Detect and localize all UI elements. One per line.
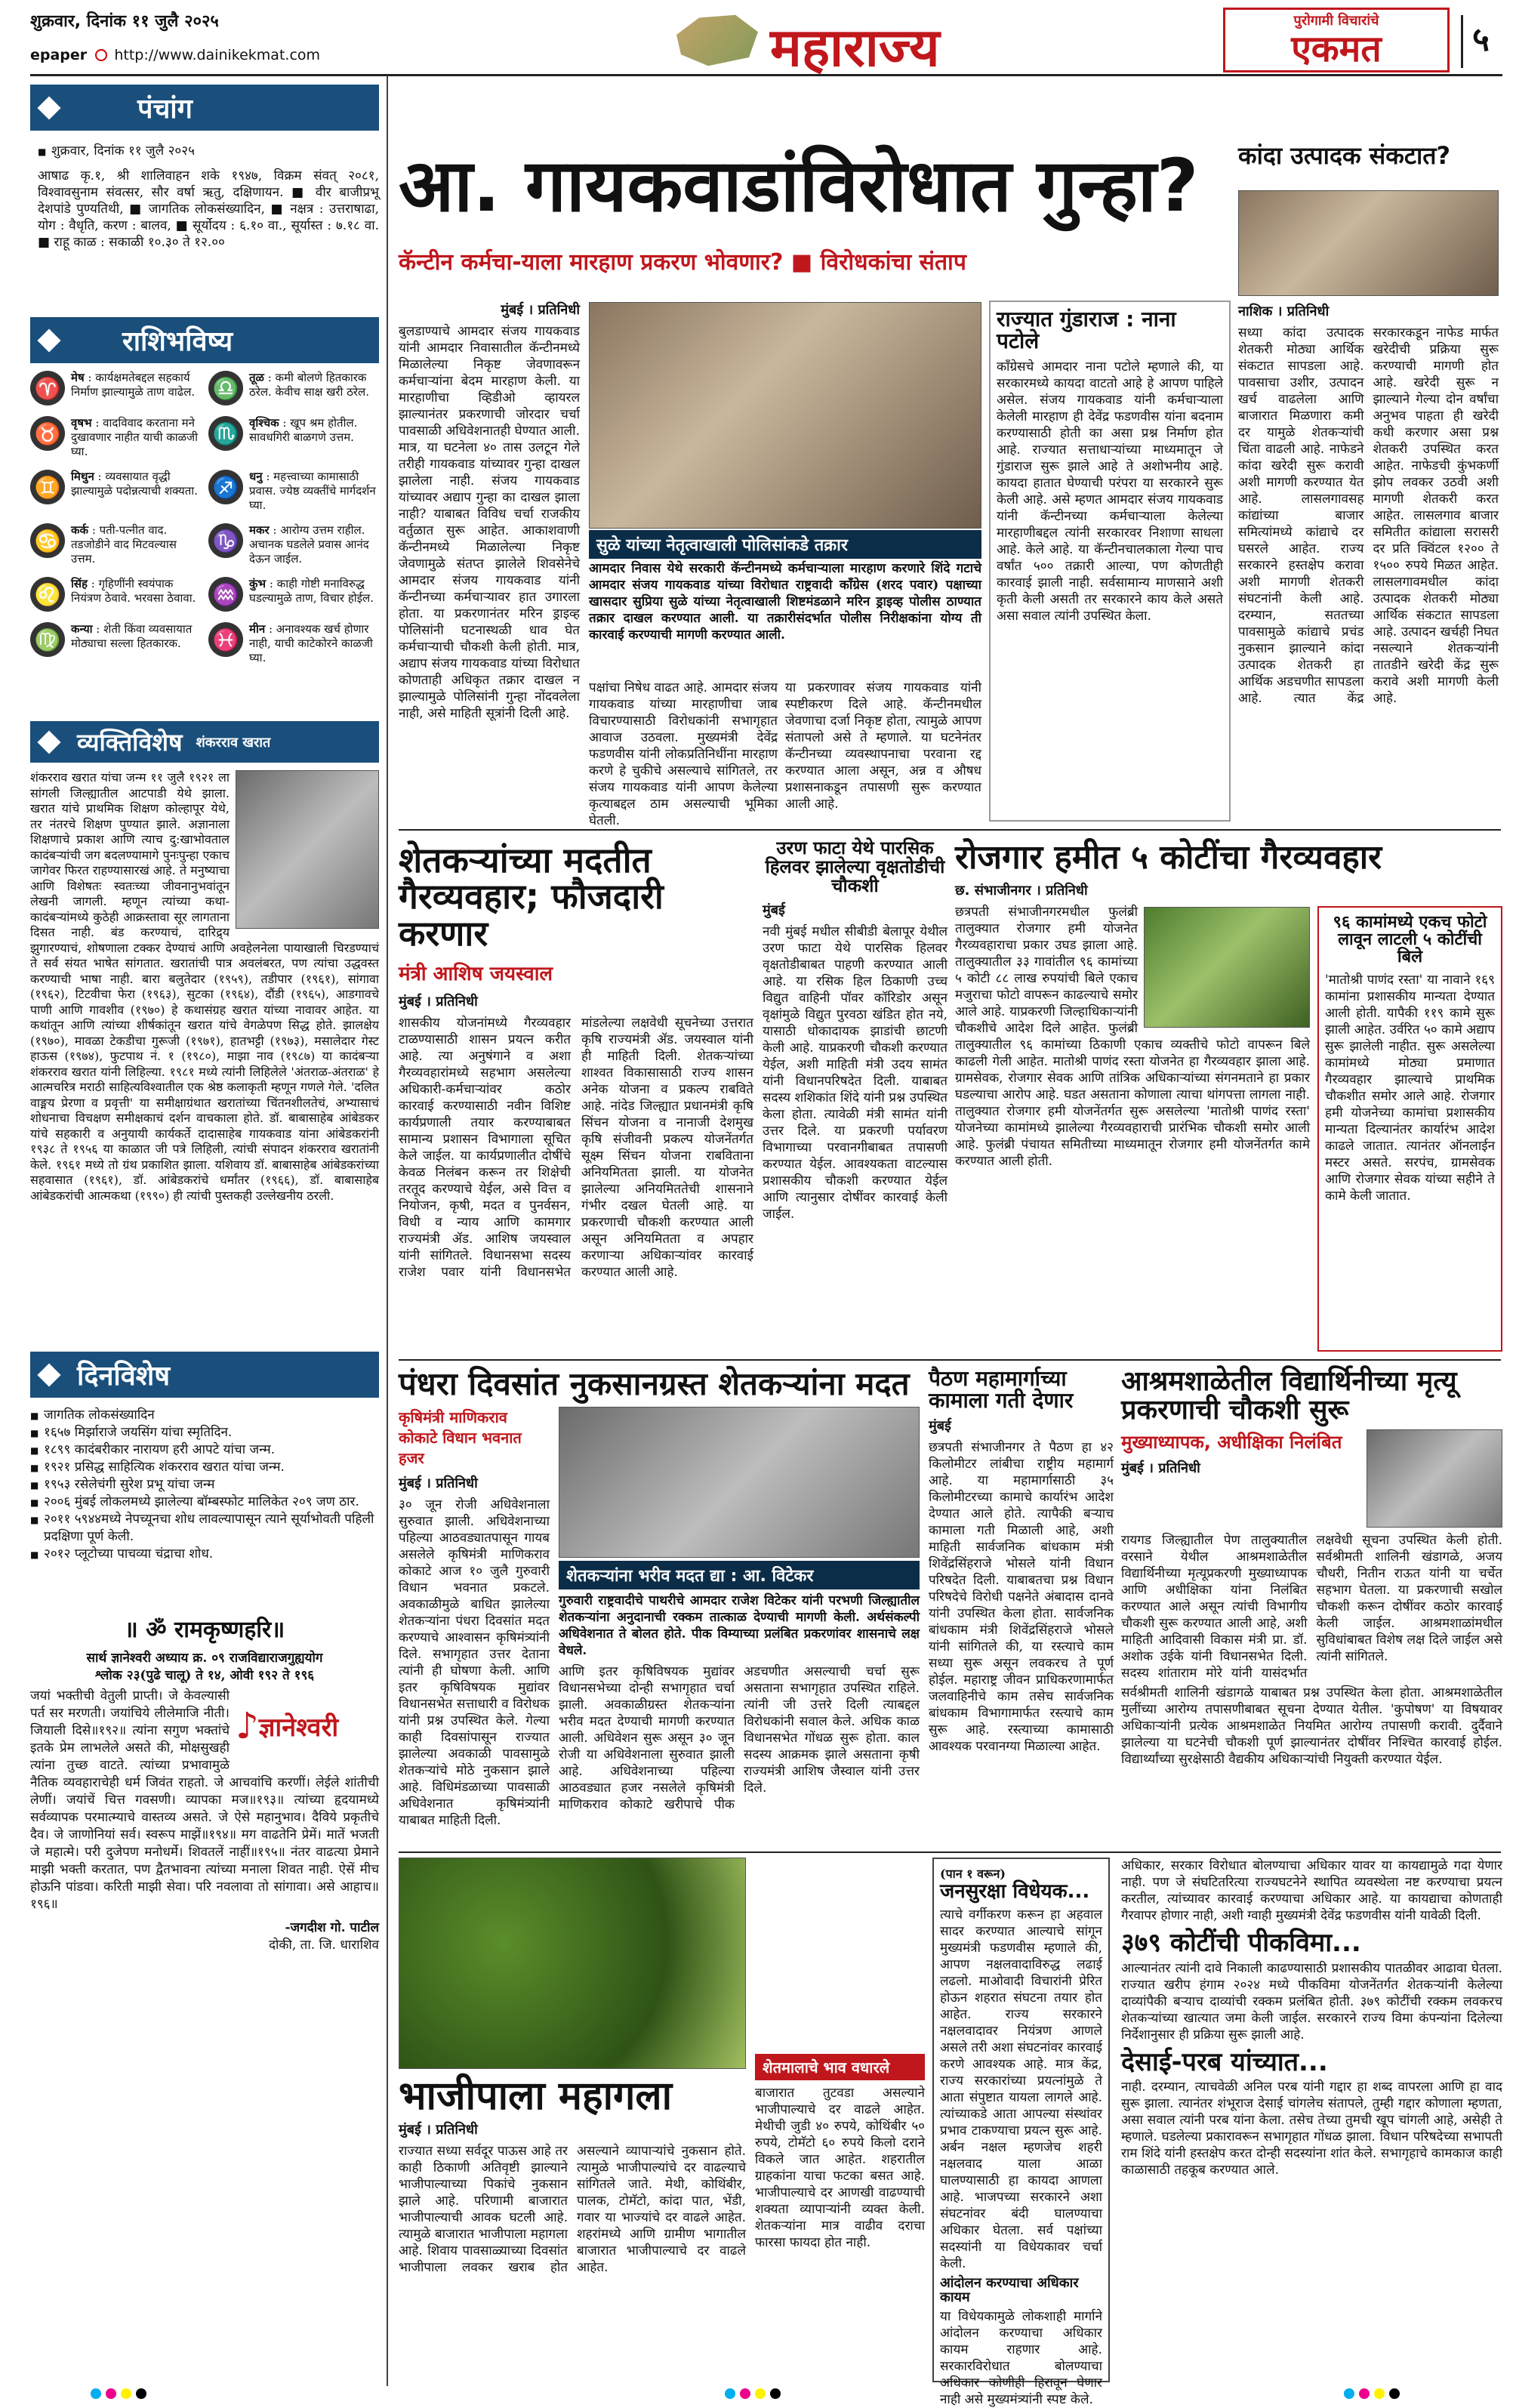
ashram-minister-photo: [1367, 1429, 1502, 1528]
registration-dots-left: [91, 2388, 146, 2399]
diamond-icon: [37, 328, 60, 352]
rashi-name: मीन: [249, 622, 266, 636]
dinvishesh-item: ■ १८९९ कादंबरीकार नारायण हरी आपटे यांचा जन्म.: [30, 1441, 379, 1459]
diamond-icon: [37, 96, 60, 119]
rashi-name: कर्क: [71, 523, 89, 537]
zodiac-icon: ♈: [30, 371, 65, 405]
rashi-grid: [30, 371, 379, 671]
rashi-text: काही गोष्टी मनाविरुद्ध घडल्यामुळे ताण, विचार होईल.: [249, 577, 374, 605]
rashi-item: ♊ मिथुन : व्यवसायात वृद्धी झाल्यामुळे पदोन्नत्याची शक्यता.: [30, 470, 201, 513]
dinvishesh-item: ■ २०११ ५९४४मध्ये नेपच्यूनचा शोध लावल्यापासून त्याने सूर्याभोवती पहिली प्रदक्षिणा पूर्ण केली.: [30, 1511, 379, 1546]
rashi-name: मकर: [249, 523, 270, 537]
rashi-name: वृश्चिक: [249, 416, 279, 430]
tagline: पुरोगामी विचारांचे: [1293, 13, 1379, 29]
hoarding-story: उरण फाटा येथे पारसिक हिलवर झालेल्या वृक्षतोडीची चौकशी मुंबई नवी मुंबई मधील सीबीडी बेलापूर येथील उरण फाटा येथे पारसिक हिलवर वृक्षतोडीबाबत पाहणी करण्यात आली आहे. या रसिक हिल ठिकाणी उच्च विद्युत वाहिनी पॉवर कॉरिडोर असून वृक्षांमुळे विद्युत पुरवठा खंडित होत नये, यासाठी धोकादायक झाडांची छाटणी केली आहे. याप्रकरणी चौकशी करण्यात येईल, अशी माहिती मंत्री उदय सामंत यांनी विधानपरिषदेत दिली. याबाबत सदस्य शशिकांत शिंदे यांनी प्रश्न उपस्थित केला होता. त्यावेळी मंत्री सामंत यांनी उत्तर दिले. या प्रकरणी पर्यावरण विभागाच्या परवानगीबाबत तपासणी करण्यात येईल. आवश्यकता वाटल्यास प्रशासकीय चौकशी करण्यात येईल आणि त्यानुसार दोषींवर कारवाई केली जाईल.: [763, 837, 948, 1222]
rojgar-sidebar: ९६ कामांमध्ये एकच फोटो लावून लाटली ५ कोटींची बिले 'मातोश्री पाणंद रस्ता' या नावाने १६९ कामांना प्रशासकीय मान्यता देण्यात आली होती. यापैकी ११९ कामे सुरू झाली आहेत. उर्वरित ५० कामे अद्याप सुरू झालेली नाहीत. सुरू असलेल्या कामांमध्ये मोठ्या प्रमाणात गैरव्यवहार झाल्याचे प्राथमिक चौकशीत समोर आले आहे. रोजगार हमी योजनेच्या कामांचा प्रशासकीय मान्यता दिल्यानंतर कार्यारंभ आदेश काढले जातात. त्यानंतर ऑनलाईन मस्टर असते. सरपंच, ग्रामसेवक आणि रोजगार सेवक यांच्या सहीने ते कामे केली जातात.: [1317, 906, 1502, 1352]
rashi-name: मेष: [71, 371, 85, 384]
lead-headline: आ. गायकवाडांविरोधात गुन्हा?: [399, 143, 1199, 228]
zodiac-icon: ♍: [30, 622, 65, 657]
zodiac-icon: ♌: [30, 577, 65, 612]
rashi-text: वादविवाद करताना मने दुखावणार नाहीत याची काळजी घ्या.: [71, 416, 199, 458]
rashi-item: ♎ तूळ : कमी बोलणे हितकारक ठरेल. केवीच साक्ष खरी ठरेल.: [208, 371, 379, 405]
vyaktivishesh-section: [30, 721, 379, 1340]
globe-icon: [95, 49, 107, 61]
rashi-name: कन्या: [71, 622, 93, 636]
veena-icon: ♪: [236, 1705, 259, 1747]
dinvishesh-item: ■ १९५३ रसेलेचंगी सुरेश प्रभू यांचा जन्म: [30, 1476, 379, 1494]
rojgar-worksite-photo: [1144, 907, 1310, 1028]
dnyaneshwari-verses: जयां भक्तीची वेतुली प्राप्ती। जे केवल्यासी पर्त सर मरणती। जयांचिये लीलेमाजि नीती। जियाली दिसे॥१९२॥ त्यांना सगुण भक्तांचे इतके प्रेम लाभलेले असते की, मोक्षसुखही त्यांना तुच्छ वाटते. त्यांच्या प्रभावामुळे नैतिक व्यवहाराचेही धर्म जिवंत राहतो. जे आचवांचि करणीं। लेईले शांतीची लेणीं। जयांचें चित्त गवसणी। व्यापका मज॥१९३॥ त्यांच्या हृदयामध्ये सर्वव्यापक परमात्म्याचे वास्तव्य असते. जे ऐसे महानुभाव। दैविये प्रकृतीचे दैव। जे जाणोनियां सर्व। स्वरूप माझें॥१९४॥ मग वाढतेनि प्रेमें। मातें भजती जे महात्मे। परी दुजेपण मनोधर्मे। शिवतलें नाहीं॥१९५॥ नंतर वाढत्या प्रेमाने माझी भक्ती करतात, पण द्वैतभावना त्यांच्या मनाला शिवत नाही. ऐसें मीच होऊनि पांडवा। करिती माझी सेवा। परि नवलावा तो सांगावा। असे आहाच॥१९६॥: [30, 1688, 379, 1912]
zodiac-icon: ♉: [30, 416, 65, 451]
rashi-section: [30, 317, 379, 717]
rashi-item: ♏ वृश्चिक : खूप श्रम होतील. सावधगिरी बाळगणे उत्तम.: [208, 416, 379, 459]
zodiac-icon: ♊: [30, 470, 65, 504]
rashi-name: कुंभ: [249, 577, 267, 590]
rashi-name: तूळ: [249, 371, 264, 384]
lead-subhead: कॅन्टीन कर्मचा-याला मारहाण प्रकरण भोवणार? ■ विरोधकांचा संताप: [399, 249, 966, 276]
dinvishesh-item: ■ २०१२ प्लूटोच्या पाचव्या चंद्राचा शोध.: [30, 1546, 379, 1563]
zodiac-icon: ♓: [208, 622, 243, 657]
zodiac-icon: ♒: [208, 577, 243, 612]
registration-dots-center: [725, 2388, 781, 2399]
vegetables-photo: [399, 1858, 746, 2069]
rashi-text: खूप श्रम होतील. सावधगिरी बाळगणे उत्तम.: [249, 416, 358, 444]
dinvishesh-section: [30, 1352, 379, 1601]
dnyaneshwari-author-loc: दोकी, ता. जि. धाराशिव: [268, 1938, 379, 1953]
dinvishesh-item: ■ जागतिक लोकसंख्यादिन: [30, 1407, 379, 1424]
dnyaneshwari-subtitle: सार्थ ज्ञानेश्वरी अध्याय क्र. ०९ राजविद्याराजगुह्ययोग: [86, 1651, 323, 1666]
section-banner: [672, 6, 1012, 79]
rashi-item: ♒ कुंभ : काही गोष्टी मनाविरुद्ध घडल्यामुळे ताण, विचार होईल.: [208, 577, 379, 612]
panchang-header: पंचांग: [30, 85, 379, 131]
rojgar-story: रोजगार हमीत ५ कोटींचा गैरव्यवहार छ. संभाजीनगर । प्रतिनिधी छत्रपती संभाजीनगरमधील फुलंब्री तालुक्यात रोजगार हमी योजनेत गैरव्यवहाराचा प्रकार उघड झाला आहे. तालुक्यातील ३३ गावांतील ९६ कामांच्या ५ कोटी ८८ लाख रुपयांची बिले एकाच मजुराचा फोटो वापरून काढल्याचे समोर आले आहे. याप्रकरणी जिल्हाधिकाऱ्यांनी चौकशीचे आदेश दिले आहेत. फुलंब्री तालुक्यातील ९६ कामांच्या ठिकाणी एकाच व्यक्तीचे फोटो वापरून बिले काढली गेली आहेत. मातोश्री पाणंद रस्ता योजनेत हा गैरव्यवहार झाला आहे. ग्रामसेवक, रोजगार सेवक आणि तांत्रिक अधिकाऱ्यांच्या संगनमताने हा प्रकार घडल्याचा आरोप आहे. घडत असताना कोणाला त्याचा थांगपत्ता लागला नाही. तालुक्यात रोजगार हमी योजनेंतर्गत सुरू असलेल्या 'मातोश्री पाणंद रस्ता' योजनेच्या कामांमध्ये झालेल्या गैरव्यवहाराची प्रारंभिक चौकशी समोर आली आहे. फुलंब्री पंचायत समितीच्या माध्यमातून रोजगार हमी योजनेंतर्गत कामे करण्यात आली होती.: [955, 838, 1382, 1170]
bhaji-col2: शेतमालाचे भाव वधारले बाजारात तुटवडा असल्याने भाजीपाल्याचे दर वाढले आहेत. मेथीची जुडी ४० रुपये, कोथिंबीर ५० रुपये, टोमॅटो ६० रुपये किलो दराने विकले जात आहेत. शहरातील ग्राहकांना याचा फटका बसत आहे. भाजीपाल्याचे दर आणखी वाढण्याची शक्यता व्यापाऱ्यांनी व्यक्त केली. शेतकऱ्यांना मात्र वाढीव दराचा फारसा फायदा होत नाही.: [755, 2054, 925, 2382]
dinvishesh-list: [30, 1407, 379, 1563]
lead-photo: [589, 302, 981, 529]
vyaktivishesh-body: शंकरराव खरात यांचा जन्म ११ जुलै १९२१ ला सांगली जिल्ह्यातील आटपाडी येथे झाला. खरात यांचे प्राथमिक शिक्षण कोल्हापूर येथे, तर नंतरचे शिक्षण पुण्यात झाले. अज्ञानाला शिक्षणाचे प्रकाश आणि त्याच दु:खाभोवताल कादंबऱ्यांची जग बदलण्यामागे पुनःपुन्हा एकाच जागेवर फिरत राहण्यासारखं आहे. ते मनुष्याचा आणि विशेषतः स्वतःच्या जीवनानुभवांतून लेखनी जागली. म्हणून त्यांच्या कथा-कादंबऱ्यांमध्ये कुठेही आक्रस्तावा सूर लागताना दिसत नाही. बंड करण्याचं, दारिद्र्य झुगारण्याचं, शोषणाला टक्कर देण्याचं आणि अवहेलनेला पायाखाली चिरडण्याचं ते सर्व संयत भाषेत सांगतात. खरातांची पात्र अवलंबरत, पण त्यांचा उद्धवस्त करण्याची भाषा नाही. बारा बलुतेदार (१९५९), तडीपार (१९६१), सांगावा (१९६२), टिटवीचा फेरा (१९६३), सुटका (१९६४), दौंडी (१९६५), आडगावचे पाणी आणि गावशीव (१९७०) हे कथासंग्रह खरात यांच्या नावावर आहेत. या कथांतून आणि त्यांच्या शीर्षकांतून खरात यांचे वेगळेपण सिद्ध होते. झालक्षेय (१९७०), मावळा टेकडीचा गुरूजी (१९७१), हातभट्टी (१९७३), मसालेदार गेस्ट हाऊस (१९७४), फुटपाथ नं. १ (१९८०), माझा नाव (१९८७) या कादंबऱ्या शंकरराव खरात यांनी लिहिल्या. १९८१ मध्ये त्यांनी लिहिलेले 'अंतराळ-अंतराळ' हे आत्मचरित्र मराठी साहित्यविश्वातील एक श्रेष्ठ कलाकृती म्हणून गणले गेले. 'दलित वाङ्मय प्रेरणा व प्रवृत्ती' या समीक्षाग्रंथात खरातांच्या चिंतनशीलतेचं, अभ्यासाचं शोधनाचा विचक्षण समीक्षकाचं दर्शन वाचकाला होते. डॉ. बाबासाहेब आंबेडकर यांचे सहकारी व अनुयायी कार्यकर्ते दादासाहेब गायकवाड यांना आंबेडकरांनी १९३८ ते १९५६ या काळात जी पत्रे लिहिली, त्यांची संपादन शंकरराव खरातांनी केले. १९६१ मध्ये तो ग्रंथ प्रकाशित झाला. यशिवाय डॉ. बाबासाहेब आंबेडकरांच्या सहवासात (१९६१), डॉ. आंबेडकरांचे धर्मांतर (१९६६), डॉ. बाबासाहेब आंबेडकरांची आत्मकथा (१९९०) ही त्यांची पुस्तकही उल्लेखनीय ठरली.: [30, 770, 379, 1203]
diamond-icon: [37, 1363, 60, 1386]
rashi-text: अनावश्यक खर्च होणार नाही, याची काटेकोरने काळजी घ्या.: [249, 622, 373, 664]
rashi-item: ♐ धनु : महत्त्वाच्या कामासाठी प्रवास. ज्येष्ठ व्यक्तींचे मार्गदर्शन घ्या.: [208, 470, 379, 513]
rashi-name: धनु: [249, 470, 263, 483]
rashi-name: सिंह: [71, 577, 88, 590]
rashi-item: ♓ मीन : अनावश्यक खर्च होणार नाही, याची काटेकोरने काळजी घ्या.: [208, 622, 379, 665]
ashram-story: आश्रमशाळेतील विद्यार्थिनीच्या मृत्यू प्रकरणाची चौकशी सुरू मुख्याध्यापक, अधीक्षिका निलंबित मुंबई । प्रतिनिधी रायगड जिल्ह्यातील पेण तालुक्यातील वरसाने येथील आश्रमशाळेतील विद्यार्थिनीच्या मृत्यूप्रकरणी मुख्याध्यापक आणि अधीक्षिका यांना निलंबित करण्यात आले असून त्यांची विभागीय चौकशी सुरू करण्यात आली आहे, अशी माहिती आदिवासी विकास मंत्री प्रा. डॉ. अशोक उईके यांनी विधानसभेत दिली. सदस्य शांताराम मोरे यांनी यासंदर्भात लक्षवेधी सूचना उपस्थित केली होती. सर्वश्रीमती शालिनी खंडागळे, अजय चौधरी, नितीन राऊत यांनी या चर्चेत सहभाग घेतला. या प्रकरणाची सखोल चौकशी करून दोषींवर कठोर कारवाई केली जाईल. आश्रमशाळांमधील सुविधांबाबत विशेष लक्ष दिले जाईल असे त्यांनी सांगितले. सर्वश्रीमती शालिनी खंडागळे याबाबत प्रश्न उपस्थित केला होता. आश्रमशाळेतील मुलींच्या आरोग्य तपासणीबाबत सूचना देण्यात येतील. 'कुपोषण' या विषयावर अधिकाऱ्यांनी प्रत्येक आश्रमशाळेत नियमित आरोग्य तपासणी करावी. दुर्दैवाने झालेल्या या घटनेची चौकशी पूर्ण झाल्यानंतर दोषींवर निश्चित कारवाई होईल. विद्यार्थ्यांच्या सुरक्षेसाठी वैद्यकीय अधिकाऱ्यांची नियुक्ती करण्यात येईल.: [1121, 1366, 1502, 1767]
header-epaper[interactable]: epaper http://www.dainikekmat.com: [30, 47, 321, 63]
dinvishesh-item: ■ २००६ मुंबई लोकलमध्ये झालेल्या बॉम्बस्फोट मालिकेत २०९ जण ठार.: [30, 1494, 379, 1511]
dnyaneshwari-ref: श्लोक २३(पुढे चालू) ते १४, ओवी १९२ ते १९६: [94, 1668, 315, 1683]
pandhra-story: पंधरा दिवसांत नुकसानग्रस्त शेतकऱ्यांना मदत कृषिमंत्री माणिकराव कोकाटे विधान भवनात हजर मुंबई । प्रतिनिधी ३० जून रोजी अधिवेशनाला सुरुवात झाली. अधिवेशनाच्या पहिल्या आठवड्यातपासून गायब असलेले कृषिमंत्री माणिकराव कोकाटे आज १० जुलै गुरुवारी विधान भवनात प्रकटले. अवकाळीमुळे बाधित झालेल्या शेतकऱ्यांना पंधरा दिवसांत मदत करण्याचे आश्वासन कृषिमंत्र्यांनी दिले. सभागृहात उत्तर देताना त्यांनी ही घोषणा केली. आणि इतर कृषिविषयक मुद्यांवर विधानसभेत सत्ताधारी व विरोधक यांनी प्रश्न उपस्थित केले. गेल्या काही दिवसांपासून राज्यात झालेल्या अवकाळी पावसामुळे शेतकऱ्यांचे मोठे नुकसान झाले आहे. विधिमंडळाच्या पावसाळी अधिवेशनात कृषिमंत्र्यांनी याबाबत माहिती दिली. शेतकऱ्यांना भरीव मदत द्या : आ. विटेकर गुरुवारी राष्ट्रवादीचे पाथरीचे आमदार राजेश विटेकर यांनी परभणी जिल्ह्यातील शेतकऱ्यांना अनुदानाची रक्कम तात्काळ देण्याची मागणी केली. अर्थसंकल्पी अधिवेशनात ते बोलत होते. पीक विम्याच्या प्रलंबित प्रकरणांवर शासनाचे लक्ष वेधले. आणि इतर कृषिविषयक मुद्यांवर विधानसभेच्या दोन्ही सभागृहात चर्चा झाली. अवकाळीग्रस्त शेतकऱ्यांना भरीव मदत देण्याची मागणी करण्यात आली. अधिवेशन सुरू असून ३० जून रोजी या अधिवेशनाला सुरुवात झाली आहे. अधिवेशनाच्या पहिल्या आठवड्यात हजर नसलेले कृषिमंत्री माणिकराव कोकाटे खरीपाचे पीक अडचणीत असल्याची चर्चा सुरू असताना सभागृहात उपस्थित राहिले. त्यांनी जी उत्तरे दिली त्याबद्दल विरोधकांनी सवाल केले. अधिक काळ विधानसभेत गोंधळ सुरू होता. काल सदस्य आक्रमक झाले असताना कृषी राज्यमंत्री आशिष जैस्वाल यांनी उत्तर दिले.: [399, 1365, 920, 1829]
rashi-item: ♈ मेष : कार्यक्षमतेबद्दल सहकार्य निर्माण झाल्यामुळे ताण वाढेल.: [30, 371, 201, 405]
dinvishesh-header: दिनविशेष: [30, 1352, 379, 1398]
lead-col2: पक्षांचा निषेध वाढत आहे. आमदार संजय गायकवाड यांच्या मारहाणीचा जाब विचारण्यासाठी विरोधकांनी सभागृहात आवाज उठवला. मुख्यमंत्री देवेंद्र फडणवीस यांनी लोकप्रतिनिधींना मारहाण करणे हे चुकीचे असल्याचे सांगितले, तर संजय गायकवाड यांनी आपण केलेल्या कृत्याबद्दल ठाम असल्याची भूमिका घेतली.: [589, 680, 778, 828]
zodiac-icon: ♐: [208, 470, 243, 504]
rashi-item: ♉ वृषभ : वादविवाद करताना मने दुखावणार नाहीत याची काळजी घ्या.: [30, 416, 201, 459]
rashi-item: ♌ सिंह : गृहिणींनी स्वयंपाक नियंत्रण ठेवावे. भरवसा ठेवावा.: [30, 577, 201, 612]
bhaji-story: भाजीपाला महागला मुंबई । प्रतिनिधी राज्यात सध्या सर्वदूर पाऊस आहे तर काही ठिकाणी अतिवृष्टी झाल्याने भाजीपाल्याच्या पिकांचे नुकसान झाले आहे. परिणामी बाजारात भाजीपाल्याची आवक घटली आहे. त्यामुळे बाजारात भाजीपाला महागला आहे. शिवाय पावसाळ्याच्या दिवसांत भाजीपाला लवकर खराब होत असल्याने व्यापाऱ्यांचे नुकसान होते. त्यामुळे भाजीपाल्यांचे दर वाढल्याचे सांगितले जाते. मेथी, कोथिंबीर, पालक, टोमॅटो, कांदा पात, भेंडी, गवार या भाज्यांचे दर वाढले आहेत. शहरांमध्ये आणि ग्रामीण भागातील बाजारात भाजीपाल्याचे दर वाढले आहेत.: [399, 2073, 746, 2275]
rashi-text: व्यवसायात वृद्धी झाल्यामुळे पदोन्नत्याची शक्यता.: [71, 470, 198, 498]
dinvishesh-item: ■ १६५७ मिर्झाराजे जयसिंग यांचा स्मृतिदिन.: [30, 1424, 379, 1441]
dnyaneshwari-section: [30, 1608, 379, 2386]
right-bottom-col: अधिकार, सरकार विरोधात बोलण्याचा अधिकार यावर या कायद्यामुळे गदा येणार नाही. पण जे संघटितरित्या राज्यघटनेने स्थापित व्यवस्थेला नष्ट करण्याचा प्रयत्न करतील, त्यांच्यावर कारवाई करण्याचा अधिकार आहे. या कायद्याचा कोणताही गैरवापर होणार नाही, अशी ग्वाही मुख्यमंत्री देवेंद्र फडणवीस यांनी यावेळी दिली. ३७९ कोटींची पीकविमा... आल्यानंतर त्यांनी दावे निकाली काढण्यासाठी प्रशासकीय पातळीवर आढावा घेतला. राज्यात खरीप हंगाम २०२४ मध्ये पीकविमा योजनेंतर्गत शेतकऱ्यांनी केलेल्या दाव्यांपैकी बऱ्याच दाव्यांची रक्कम प्रलंबित होती. ३७९ कोटींची रक्कम लवकरच शेतकऱ्यांच्या खात्यात जमा केली जाईल. सरकारने राज्य विमा कंपन्यांना दिलेल्या निर्देशानुसार ही प्रक्रिया सुरू झाली आहे. देसाई-परब यांच्यात... नाही. दरम्यान, त्याचवेळी अनिल परब यांनी गद्दार हा शब्द वापरला आणि हा वाद सुरू झाला. त्यानंतर शंभूराज देसाई चांगलेच संतापले, तुम्ही गद्दार कोणाला म्हणता, असा सवाल त्यांनी परब यांना केला. तसेच तेच्या तुमची खूप चांगली आहे, असेही ते म्हणाले. घडलेल्या प्रकारावरून सभागृहात गोंधळ झाला. विधान परिषदेच्या सभापती राम शिंदे यांनी हस्तक्षेप करत दोन्ही सदस्यांना शांत केले. सभागृहाचे कामकाज काही काळासाठी तहकूब करण्यात आले.: [1121, 1858, 1502, 2178]
diamond-icon: [37, 730, 60, 754]
rashi-text: कमी बोलणे हितकारक ठरेल. केवीच साक्ष खरी ठरेल.: [249, 371, 369, 399]
lead-caption-body: आमदार निवास येथे सरकारी कॅन्टीनमध्ये कर्मचाऱ्याला मारहाण करणारे शिंदे गटाचे आमदार संजय गायकवाड यांच्या विरोधात राष्ट्रवादी काँग्रेस (शरद पवार) पक्षाच्या खासदार सुप्रिया सुळे यांच्या नेतृत्वाखाली शिष्टमंडळाने मरिन ड्राइव्ह पोलीस ठाण्यात तक्रार दाखल करण्यात आली. या तक्रारीसंदर्भात पोलीस निरीक्षकांना योग्य ती कारवाई करण्याची मागणी करण्यात आली.: [589, 561, 981, 643]
paithan-story: पैठण महामार्गाच्या कामाला गती देणार मुंबई छत्रपती संभाजीनगर ते पैठण हा ४२ किलोमीटर लांबीचा राष्ट्रीय महामार्ग आहे. या महामार्गासाठी ३५ किलोमीटरच्या कामाचे कार्यारंभ आदेश देण्यात आले होते. त्यापैकी बऱ्याच कामाला गती मिळाली आहे, अशी माहिती सार्वजनिक बांधकाम मंत्री शिवेंद्रसिंहराजे भोसले यांनी विधान परिषदेत दिली. याबाबतचा प्रश्न विधान परिषदेचे विरोधी पक्षनेते अंबादास दानवे यांनी उपस्थित केला होता. सार्वजनिक बांधकाम मंत्री शिवेंद्रसिंहराजे भोसले यांनी सांगितले की, या रस्त्याचे काम सध्या सुरू असून लवकरच ते पूर्ण होईल. महाराष्ट्र जीवन प्राधिकरणामार्फत जलवाहिनीचे काम तसेच सार्वजनिक बांधकाम विभागामार्फत रस्त्याचे काम सुरू आहे. रस्त्याच्या कामासाठी आवश्यक परवानग्या मिळाल्या आहेत.: [929, 1366, 1114, 1754]
vitekar-photo: [559, 1407, 920, 1558]
page-number: ५: [1461, 15, 1499, 68]
onion-body: नाशिक । प्रतिनिधी सध्या कांदा उत्पादक शेतकरी मोठ्या आर्थिक संकटात सापडला आहे. पावसाचा उशीर, उत्पादन खर्च वाढलेला आणि बाजारात मिळणारा कमी दर यामुळे शेतकऱ्यांची चिंता वाढली आहे. नाफेडने कांदा खरेदी सुरू करावी अशी मागणी करण्यात येत आहे. लासलगावसह कांद्यांच्या बाजार समित्यांमध्ये कांद्याचे दर घसरले आहेत. राज्य सरकारने हस्तक्षेप करावा अशी मागणी शेतकरी संघटनांनी केली आहे. दरम्यान, सततच्या पावसामुळे कांद्याचे प्रचंड नुकसान झाल्याने कांदा उत्पादक शेतकरी हा आर्थिक अडचणीत सापडला आहे. त्यात केंद्र सरकारकडून नाफेड मार्फत खरेदीची प्रक्रिया सुरू करण्याची मागणी होत आहे. खरेदी सुरू न झाल्याने गेल्या दोन वर्षांचा अनुभव पाहता ही खरेदी कधी करणार असा प्रश्न शेतकरी उपस्थित करत आहेत. नाफेडची कुंभकर्णी झोप लवकर उठवी अशी मागणी शेतकरी करत आहेत. लासलगाव बाजार समितीत कांद्याला सरासरी दर प्रति क्विंटल १२०० ते १५०० रुपये मिळत आहेत. लासलगावमधील कांदा उत्पादक शेतकरी मोठ्या आर्थिक संकटात सापडला आहे. उत्पादन खर्चही निघत नसल्याने शेतकऱ्यांनी तातडीने खरेदी केंद्र सुरू करावे अशी मागणी केली आहे.: [1238, 304, 1499, 706]
rashi-text: पती-पत्नीत वाद. तडजोडीने वाद मिटवल्यास उत्तम.: [71, 523, 177, 566]
rashi-header: राशिभविष्य: [30, 317, 379, 363]
farmers-story: शेतकऱ्यांच्या मदतीत गैरव्यवहार; फौजदारी करणार मंत्री आशिष जयस्वाल मुंबई । प्रतिनिधी शासकीय योजनांमध्ये गैरव्यवहार टाळण्यासाठी शासन प्रयत्न करीत आहे. त्या अनुषंगाने व अशा गैरव्यवहारांमध्ये सहभाग असलेल्या अधिकारी-कर्मचाऱ्यांवर कठोर कारवाई करण्यासाठी नवीन विशिष्ट कार्यप्रणाली तयार करण्याबाबत सामान्य प्रशासन विभागाला सूचित केले जाईल. या कार्यप्रणालीत दोषींचे केवळ निलंबन करून तर शिक्षेची तरतूद करण्याचे येईल, असे वित्त व नियोजन, कृषी, मदत व पुनर्वसन, विधी व न्याय आणि कामगार राज्यमंत्री ॲड. आशिष जयस्वाल यांनी सांगितले. विधानसभा सदस्य राजेश पवार यांनी विधानसभेत मांडलेल्या लक्षवेधी सूचनेच्या उत्तरात कृषि राज्यमंत्री ॲड. जयस्वाल यांनी ही माहिती दिली. शेतकऱ्यांच्या शाश्वत विकासासाठी राज्य शासन अनेक योजना व प्रकल्प राबविते आहे. नांदेड जिल्ह्यात प्रधानमंत्री कृषि सिंचन योजना व नानाजी देशमुख कृषि संजीवनी प्रकल्प योजनेंतर्गत सूक्ष्म सिंचन योजना राबविताना अनियमितता झाली. या योजनेत झालेल्या अनियमिततेची शासनाने गंभीर दखल घेतली आहे. या प्रकरणाची चौकशी करण्यात आली असून अनियमितता व अपहार करणाऱ्या अधिकाऱ्यांवर कारवाई करण्यात आली आहे.: [399, 840, 753, 1280]
onion-headline: कांदा उत्पादक संकटात?: [1238, 141, 1451, 170]
registration-dots-right: [1344, 2388, 1400, 2399]
dnyaneshwari-logo: ♪ ज्ञानेश्वरी: [236, 1705, 339, 1747]
rashi-name: वृषभ: [71, 416, 92, 430]
panchang-date: ■ शुक्रवार, दिनांक ११ जुलै २०२५: [38, 143, 379, 160]
rashi-item: ♑ मकर : आरोग्य उत्तम राहील. अचानक घडलेले प्रवास आनंद देऊन जाईल.: [208, 523, 379, 566]
lead-col3: या प्रकरणावर संजय गायकवाड यांनी स्पष्टीकरण दिले आहे. कॅन्टीनमधील जेवणाचा दर्जा निकृष्ट होता, त्यामुळे आपण संतापलो असे ते म्हणाले. या घटनेनंतर कॅन्टीनच्या व्यवस्थापनाचा परवाना रद्द करण्यात आला असून, अन्न व औषध प्रशासनाकडून तपासणी सुरू करण्यात आली आहे.: [785, 680, 981, 812]
rashi-text: कार्यक्षमतेबद्दल सहकार्य निर्माण झाल्यामुळे ताण वाढेल.: [71, 371, 196, 399]
masthead-logo: एकमत: [1291, 28, 1382, 70]
lead-photo-caption: सुळे यांच्या नेतृत्वाखाली पोलिसांकडे तक्रार: [589, 530, 981, 557]
rashi-text: महत्त्वाच्या कामासाठी प्रवास. ज्येष्ठ व्यक्तींचे मार्गदर्शन घ्या.: [249, 470, 376, 512]
rashi-text: गृहिणींनी स्वयंपाक नियंत्रण ठेवावे. भरवसा ठेवावा.: [71, 577, 196, 605]
dnyaneshwari-title: ॥ ॐ रामकृष्णहरि॥: [124, 1617, 285, 1643]
section-title: महाराज्य: [770, 17, 940, 79]
dinvishesh-item: ■ १९२१ प्रसिद्ध साहित्यिक शंकरराव खरात यांचा जन्म.: [30, 1459, 379, 1476]
zodiac-icon: ♏: [208, 416, 243, 451]
jansuraksha-story: (पान १ वरून) जनसुरक्षा विधेयक... त्याचे वर्गीकरण करून हा अहवाल सादर करण्यात आल्याचे सांगून मुख्यमंत्री फडणवीस म्हणाले की, आपण नक्षलवादाविरुद्ध लढाई लढलो. माओवादी विचारांनी प्रेरित होऊन शहरात संघटना तयार होत आहेत. राज्य सरकारने नक्षलवादावर नियंत्रण आणले असले तरी अशा संघटनांवर कारवाई करणे आवश्यक आहे. मात्र केंद्र, राज्य सरकारांच्या प्रयत्नांमुळे ते आता संपुष्टात यायला लागले आहे. त्यांच्याकडे आता आपल्या संस्थांवर प्रभाव टाकण्याचा प्रयत्न सुरू आहे. अर्बन नक्षल म्हणजेच शहरी नक्षलवाद याला आळा घालण्यासाठी हा कायदा आणला आहे. भाजपच्या सरकारने अशा संघटनांवर बंदी घालण्याचा अधिकार घेतला. सर्व पक्षांच्या सदस्यांनी या विधेयकावर चर्चा केली. आंदोलन करण्याचा अधिकार कायम या विधेयकामुळे लोकशाही मार्गाने आंदोलन करण्याचा अधिकार कायम राहणार आहे. सरकारविरोधात बोलण्याचा अधिकार कोणीही हिरावून घेणार नाही असे मुख्यमंत्र्यांनी स्पष्ट केले.: [932, 1858, 1110, 2382]
vyaktivishesh-header: व्यक्तिविशेष शंकरराव खरात: [30, 721, 379, 763]
zodiac-icon: ♋: [30, 523, 65, 558]
maharashtra-map-icon: [672, 12, 763, 69]
zodiac-icon: ♑: [208, 523, 243, 558]
panchang-body: आषाढ कृ.१, श्री शालिवाहन शके १९४७, विक्रम संवत् २०८१, विश्वावसुनाम संवत्सर, सौर वर्षा ऋतु, दक्षिणायन. ■ वीर बाजीप्रभू देशपांडे पुण्यतिथी, ■ जागतिक लोकसंख्यादिन, ■ नक्षत्र : उत्तराषाढा, योग : वैधृति, करण : बालव, ■ सूर्योदय : ६.१० वा., सूर्यास्त : ७.१८ वा. ■ राहू काळ : सकाळी १०.३० ते १२.००: [38, 168, 379, 250]
rashi-item: ♋ कर्क : पती-पत्नीत वाद. तडजोडीने वाद मिटवल्यास उत्तम.: [30, 523, 201, 566]
rashi-text: आरोग्य उत्तम राहील. अचानक घडलेले प्रवास आनंद देऊन जाईल.: [249, 523, 369, 566]
rashi-item: ♍ कन्या : शेती किंवा व्यवसायात मोठ्याचा सल्ला हितकारक.: [30, 622, 201, 665]
panchang-section: [30, 85, 379, 311]
lead-col1: मुंबई । प्रतिनिधी बुलडाण्याचे आमदार संजय गायकवाड यांनी आमदार निवासातील कॅन्टीनमध्ये मिळालेल्या निकृष्ट जेवणावरून कर्मचाऱ्यांना बेदम मारहाण केली. या मारहाणीचा व्हिडीओ व्हायरल झाल्यानंतर प्रकरणाची जोरदार चर्चा पावसाळी अधिवेशनातही घेण्यात आली. मात्र, या घटनेला ४० तास उलटून गेले तरीही गायकवाड यांच्यावर गुन्हा दाखल झालेला नाही. संजय गायकवाड यांच्यावर अद्याप गुन्हा का दाखल झाला नाही? याबाबत विविध चर्चा राजकीय वर्तुळात सुरू आहेत. आकाशवाणी कॅन्टीनमध्ये मिळालेल्या निकृष्ट जेवणामुळे संतप्त झालेले शिवसेनेचे आमदार संजय गायकवाड यांनी कॅन्टीनच्या कर्मचाऱ्यावर हात उगारला होता. या प्रकरणानंतर मरिन ड्राइव्ह पोलिसांनी घटनास्थळी धाव घेत कर्मचाऱ्याची चौकशी केली होती. मात्र, अद्याप संजय गायकवाड यांच्या विरोधात कोणताही अधिकृत तक्रार दाखल न झाल्यामुळे पोलिसांनी गुन्हा नोंदवलेला नाही, असे माहिती सूत्रांनी दिली आहे.: [399, 302, 580, 721]
lead-sidebar: राज्यात गुंडाराज : नाना पटोले काँग्रेसचे आमदार नाना पटोले म्हणाले की, या सरकारमध्ये कायदा वाटतो आहे हे आपण पाहिले असेल. संजय गायकवाड यांनी कर्मचाऱ्याला केलेली मारहाण ही देवेंद्र फडणवीस यांना बदनाम करण्यासाठी होती का असा प्रश्न निर्माण होत आहे. राज्यात सत्ताधाऱ्यांच्या माध्यमातून जे गुंडाराज सुरू झाले आहे ते अशोभनीय आहे. कायदा हातात घेण्याची परंपरा या सरकारने सुरू केली आहे. असे म्हणत आमदार संजय गायकवाड यांनी कॅन्टीनच्या कर्मचाऱ्याला केलेल्या मारहाणीबद्दल त्यांनी सरकारवर निशाणा साधला आहे. केले आहे. या कॅन्टीनचालकाला गेल्या पाच वर्षांत ५०० तक्रारी आल्या, पण कोणतीही कारवाई झाली नाही. सर्वसामान्य माणसाने अशी कृती केली असती तर सरकारने काय केले असते असा सवाल त्यांनी उपस्थित केला.: [989, 301, 1231, 822]
masthead-box: [1223, 8, 1450, 72]
shankarrao-kharat-photo: [236, 770, 379, 929]
zodiac-icon: ♎: [208, 371, 243, 405]
header-date: शुक्रवार, दिनांक ११ जुलै २०२५: [30, 12, 219, 31]
dnyaneshwari-author: -जगदीश गो. पाटील: [285, 1920, 379, 1935]
rashi-name: मिथुन: [71, 470, 94, 483]
onion-market-photo: [1238, 190, 1499, 296]
rashi-text: शेती किंवा व्यवसायात मोठ्याचा सल्ला हितकारक.: [71, 622, 193, 650]
